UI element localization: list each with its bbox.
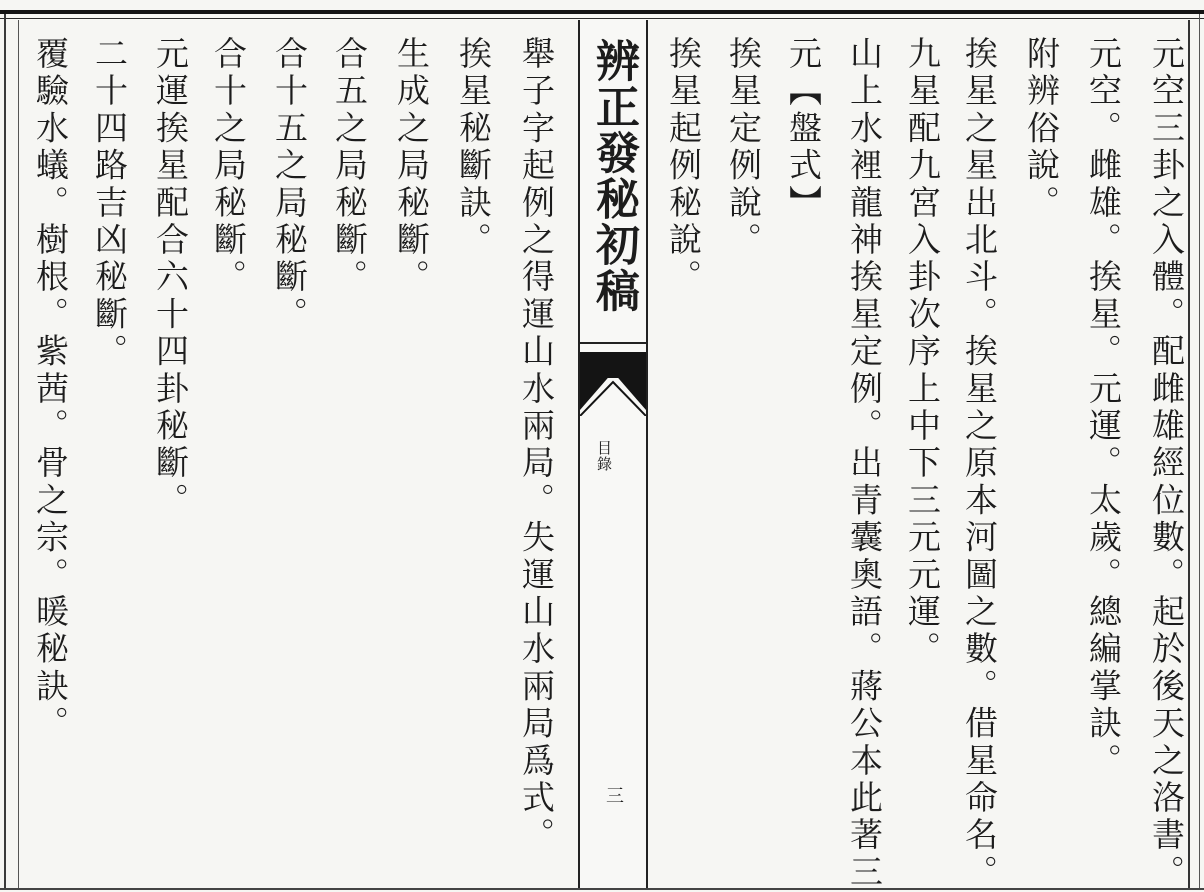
book-title: 辨正發秘初稿 bbox=[588, 38, 639, 314]
section-label: 目錄 bbox=[595, 440, 613, 472]
toc-entry: 二十四路吉凶秘斷。 bbox=[90, 36, 129, 371]
frame-top-inner-border bbox=[0, 18, 1204, 19]
toc-entry: 山上水裡龍神挨星定例。出青囊奧語。蔣公本此著三 bbox=[845, 36, 884, 892]
toc-entry: 挨星之星出北斗。挨星之原本河圖之數。借星命名。 bbox=[960, 36, 999, 892]
frame-top-border bbox=[0, 10, 1204, 14]
toc-entry: 覆驗水蟻。樹根。紫茜。骨之宗。暖秘訣。 bbox=[31, 36, 70, 743]
toc-entry: 挨星起例秘說。 bbox=[664, 36, 703, 297]
toc-entry: 合十之局秘斷。 bbox=[209, 36, 248, 297]
toc-entry: 舉子字起例之得運山水兩局。失運山水兩局爲式。 bbox=[517, 36, 556, 855]
toc-entry: 挨星定例說。 bbox=[724, 36, 763, 260]
toc-entry: 合十五之局秘斷。 bbox=[270, 36, 309, 334]
frame-right-outer-border bbox=[1199, 14, 1200, 890]
toc-entry: 附辨俗說。 bbox=[1022, 36, 1061, 222]
toc-entry: 元【盤式】 bbox=[784, 36, 823, 222]
toc-entry: 合五之局秘斷。 bbox=[330, 36, 369, 297]
book-spine bbox=[578, 20, 648, 888]
frame-left-border bbox=[4, 14, 6, 890]
frame-right-border bbox=[1188, 20, 1190, 890]
toc-entry: 元運挨星配合六十四卦秘斷。 bbox=[151, 36, 190, 520]
page-number: 三 bbox=[603, 786, 624, 804]
spine-divider bbox=[580, 342, 646, 344]
toc-entry: 挨星秘斷訣。 bbox=[454, 36, 493, 260]
toc-entry: 元空。雌雄。挨星。元運。太歲。總編掌訣。 bbox=[1084, 36, 1123, 780]
frame-left-inner-border bbox=[18, 20, 19, 890]
toc-entry: 九星配九宮入卦次序上中下三元元運。 bbox=[903, 36, 942, 669]
toc-entry: 生成之局秘斷。 bbox=[392, 36, 431, 297]
fishtail-mark-icon bbox=[580, 352, 646, 416]
toc-entry: 元空三卦之入體。配雌雄經位數。起於後天之洛書。 bbox=[1147, 36, 1186, 892]
